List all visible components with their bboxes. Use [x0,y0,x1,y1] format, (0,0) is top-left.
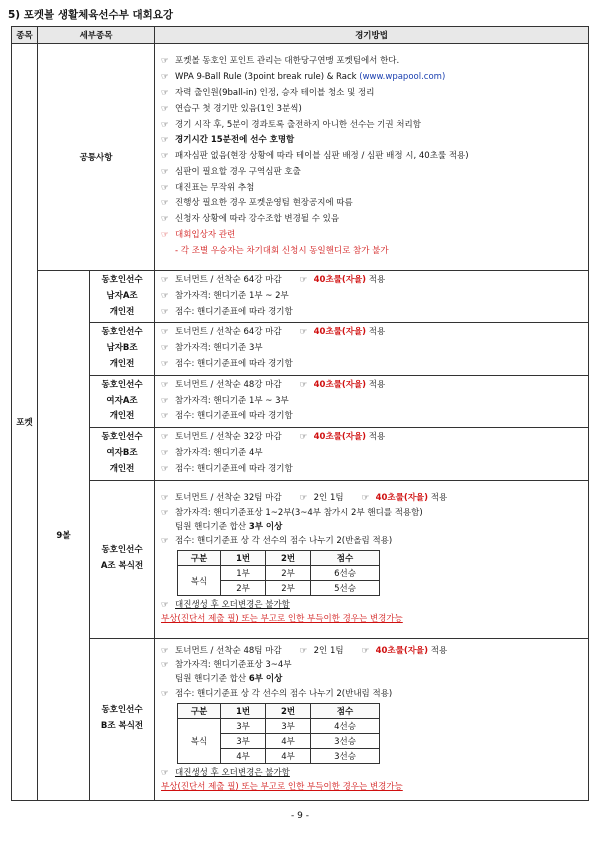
table-header-row [12,27,589,44]
section-name: 동호인선수 여자B조 개인전 [90,428,155,480]
section-row [12,375,589,427]
section-name: 동호인선수 A조 복식전 [90,480,155,638]
ball-type-cell: 9볼 [38,271,90,801]
section-name: 동호인선수 남자B조 개인전 [90,323,155,375]
header-sport: 종목 [12,27,38,44]
hand-icon: ☞ [161,198,169,209]
hand-icon: ☞ [161,135,169,146]
hand-icon: ☞ [161,87,169,98]
score-table: 구분 1번 2번 점수 복식 3부 3부 4선승 3부 4부 3선승 4부 4부 3선승 [177,703,380,764]
hand-icon: ☞ [161,151,169,162]
sport-cell: 포켓 [12,44,38,801]
page-number: - 9 - [291,811,309,821]
doubles-a-row [12,480,589,638]
competition-table [11,26,589,801]
hand-icon: ☞ [161,56,169,67]
section-row [12,271,589,323]
section-rules: ☞ 토너먼트 / 선착순 32팀 마감 ☞ 2인 1팀 ☞ 40초룰(자율) 적용 ☞ 참가자격: 핸디기준표상 1~2부(3~4부 참가시 2부 핸디를 적용함) 팀원 핸디기준 합산 3부 이상 ☞ 점수: 핸디기준표 상 각 선수의 점수 나누기 2(반올림 적용) 구분 1번 2번 점수 복식 1부 2부 6선승 2부 2부 5선승 ☞ 대진생성 후 오더변경은 불가함 부상(진단서 제출 필) 또는 부고로 인한 부득이한 경우는 변경가능 [155,480,589,638]
section-rules: ☞ 토너먼트 / 선착순 48팀 마감 ☞ 2인 1팀 ☞ 40초룰(자율) 적용 ☞ 참가자격: 핸디기준표상 3~4부 팀원 핸디기준 합산 6부 이상 ☞ 점수: 핸디기준표 상 각 선수의 점수 나누기 2(반내림 적용) 구분 1번 2번 점수 복식 3부 3부 4선승 3부 4부 3선승 4부 4부 3선승 ☞ 대진생성 후 오더변경은 불가함 부상(진단서 제출 필) 또는 부고로 인한 부득이한 경우는 변경가능 [155,638,589,800]
section-name: 동호인선수 B조 복식전 [90,638,155,800]
section-rules: ☞ 토너먼트 / 선착순 32강 마감 ☞ 40초룰(자율) 적용 ☞ 참가자격: 핸디기준 4부 ☞ 점수: 핸디기준표에 따라 경기함 [155,428,589,480]
hand-icon: ☞ [161,166,169,177]
common-label: 공통사항 [38,44,155,271]
doubles-b-row [12,638,589,800]
section-rules: ☞ 토너먼트 / 선착순 64강 마감 ☞ 40초룰(자율) 적용 ☞ 참가자격: 핸디기준 3부 ☞ 점수: 핸디기준표에 따라 경기함 [155,323,589,375]
section-name: 동호인선수 여자A조 개인전 [90,375,155,427]
section-rules: ☞ 토너먼트 / 선착순 64강 마감 ☞ 40초룰(자율) 적용 ☞ 참가자격: 핸디기준 1부 ~ 2부 ☞ 점수: 핸디기준표에 따라 경기함 [155,271,589,323]
section-name: 동호인선수 남자A조 개인전 [90,271,155,323]
section-row [12,428,589,480]
wpa-link[interactable]: (www.wpapool.com) [359,72,446,83]
hand-icon: ☞ [161,103,169,114]
hand-icon: ☞ [161,182,169,193]
document-title: 5) 포켓볼 생활체육선수부 대회요강 [8,9,174,21]
hand-icon: ☞ [161,214,169,225]
common-row [12,44,589,271]
score-table: 구분 1번 2번 점수 복식 1부 2부 6선승 2부 2부 5선승 [177,550,380,596]
hand-icon: ☞ [161,119,169,130]
header-event: 세부종목 [38,27,155,44]
common-rules: ☞ 포켓볼 동호인 포인트 관리는 대한당구연맹 포켓팀에서 한다. ☞ WPA 9-Ball Rule (3point break rule) & Rack (www.wpapool.com) ☞ 자력 출인원(9ball-in) 인정, 승자 테이블 청소 및 정리 ☞ 연습구 첫 경기만 있음(1인 3분씩) ☞ 경기 시작 후, 5분이 경과토록 출전하지 아니한 선수는 기권 처리함 ☞ 경기시간 15분전에 선수 호명함 ☞ 패자심판 없음(현장 상황에 따라 테이블 심판 배정 / 심판 배정 시, 40초룰 적용) ☞ 심판이 필요할 경우 구역심판 호출 ☞ 대진표는 무작위 추첨 ☞ 진행상 필요한 경우 포켓운영팀 현장공지에 따름 ☞ 신청자 상황에 따라 강수조합 변경될 수 있음 ☞ 대회입상자 관련 - 각 조별 우승자는 차기대회 신청시 동일핸디로 참가 불가 [155,44,589,271]
hand-icon: ☞ [161,72,169,83]
section-rules: ☞ 토너먼트 / 선착순 48강 마감 ☞ 40초룰(자율) 적용 ☞ 참가자격: 핸디기준 1부 ~ 3부 ☞ 점수: 핸디기준표에 따라 경기함 [155,375,589,427]
hand-icon: ☞ [161,230,169,241]
section-row [12,323,589,375]
header-method: 경기방법 [155,27,589,44]
